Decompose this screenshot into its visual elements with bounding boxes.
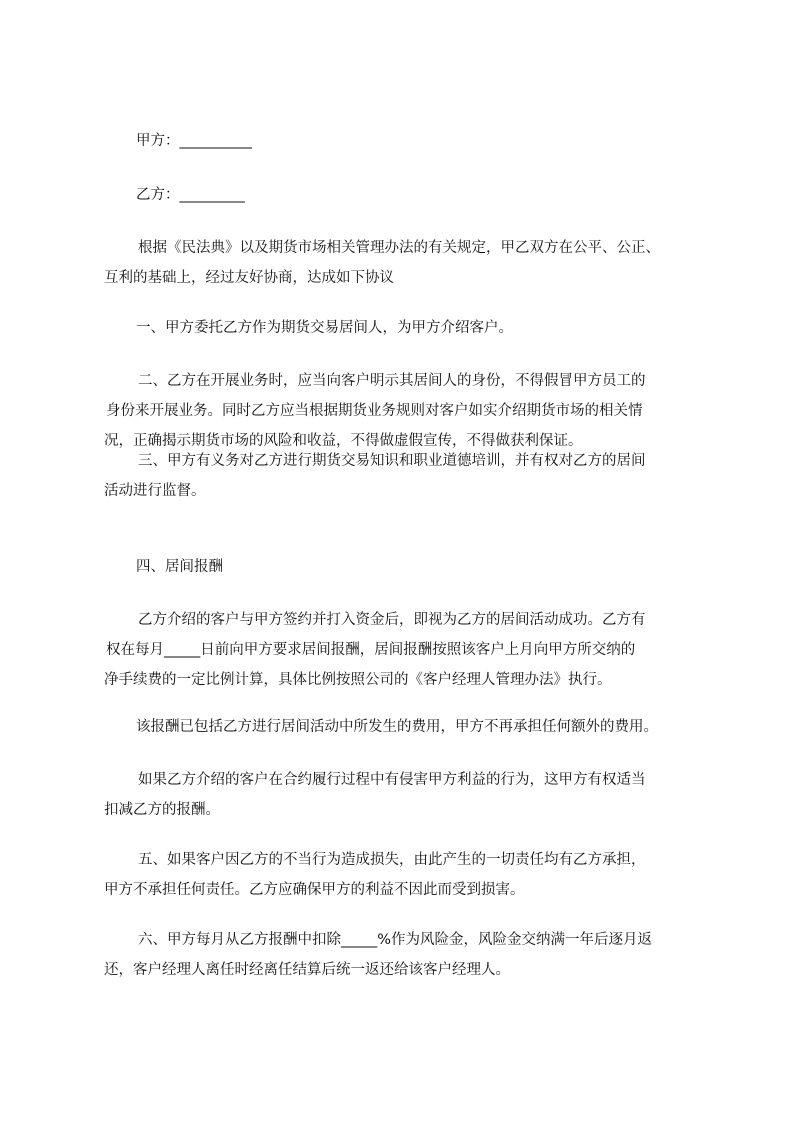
clause-4-deduct-line: 扣减乙方的报酬。: [104, 802, 220, 818]
party-b-line: [104, 180, 712, 210]
clause-4-body-line: 权在每月_____日前向甲方要求居间报酬，居间报酬按照该客户上月向甲方所交纳的: [106, 642, 636, 658]
clause-2-line: 况，正确揭示期货市场的风险和收益，不得做虚假宣传，不得做获利保证。: [104, 433, 583, 449]
clause-4-deduct-line: 如果乙方介绍的客户在合约履行过程中有侵害甲方利益的行为，这甲方有权适当: [138, 772, 646, 788]
clause-6-paragraph: [104, 925, 712, 985]
clause-2-line: 身份来开展业务。同时乙方应当根据期货业务规则对客户如实介绍期货市场的相关情: [106, 403, 643, 419]
clause-6-line: 还，客户经理人离任时经离任结算后统一返还给该客户经理人。: [104, 962, 510, 978]
clause-4-body-line: 乙方介绍的客户与甲方签约并打入资金后，即视为乙方的居间活动成功。乙方有: [138, 612, 646, 628]
clause-5-paragraph: [104, 845, 712, 905]
preamble-paragraph: [104, 233, 712, 293]
clause-1-paragraph: [104, 313, 712, 343]
clause-4-body-paragraph: [104, 605, 712, 695]
clause-1-text: 一、甲方委托乙方作为期货交易居间人，为甲方介绍客户。: [136, 320, 513, 336]
clause-4-fee-paragraph: [104, 712, 712, 742]
party-a-line: [104, 126, 712, 156]
clause-4-heading-text: 四、居间报酬: [136, 559, 223, 575]
preamble-line: 根据《民法典》以及期货市场相关管理办法的有关规定，甲乙双方在公平、公正、: [138, 240, 660, 256]
clause-4-heading: [104, 552, 712, 582]
clause-3-line: 三、甲方有义务对乙方进行期货交易知识和职业道德培训，并有权对乙方的居间: [138, 453, 646, 469]
clause-3-line: 活动进行监督。: [104, 483, 206, 499]
clause-2-paragraph: [104, 366, 712, 456]
clause-4-body-line: 净手续费的一定比例计算，具体比例按照公司的《客户经理人管理办法》执行。: [104, 672, 612, 688]
party-b-text: 乙方：_________: [136, 187, 245, 203]
clause-5-line: 甲方不承担任何责任。乙方应确保甲方的利益不因此而受到损害。: [104, 882, 525, 898]
clause-4-deduct-paragraph: [104, 765, 712, 825]
clause-5-line: 五、如果客户因乙方的不当行为造成损失，由此产生的一切责任均有乙方承担，: [138, 852, 646, 868]
preamble-line: 互利的基础上，经过友好协商，达成如下协议: [104, 270, 394, 286]
clause-3-paragraph: [104, 446, 712, 506]
clause-4-fee-text: 该报酬已包括乙方进行居间活动中所发生的费用，甲方不再承担任何额外的费用。: [136, 719, 658, 735]
clause-2-line: 二、乙方在开展业务时，应当向客户明示其居间人的身份，不得假冒甲方员工的: [138, 373, 646, 389]
party-a-text: 甲方：__________: [136, 133, 252, 149]
clause-6-line: 六、甲方每月从乙方报酬中扣除_____%作为风险金，风险金交纳满一年后逐月返: [138, 932, 653, 948]
